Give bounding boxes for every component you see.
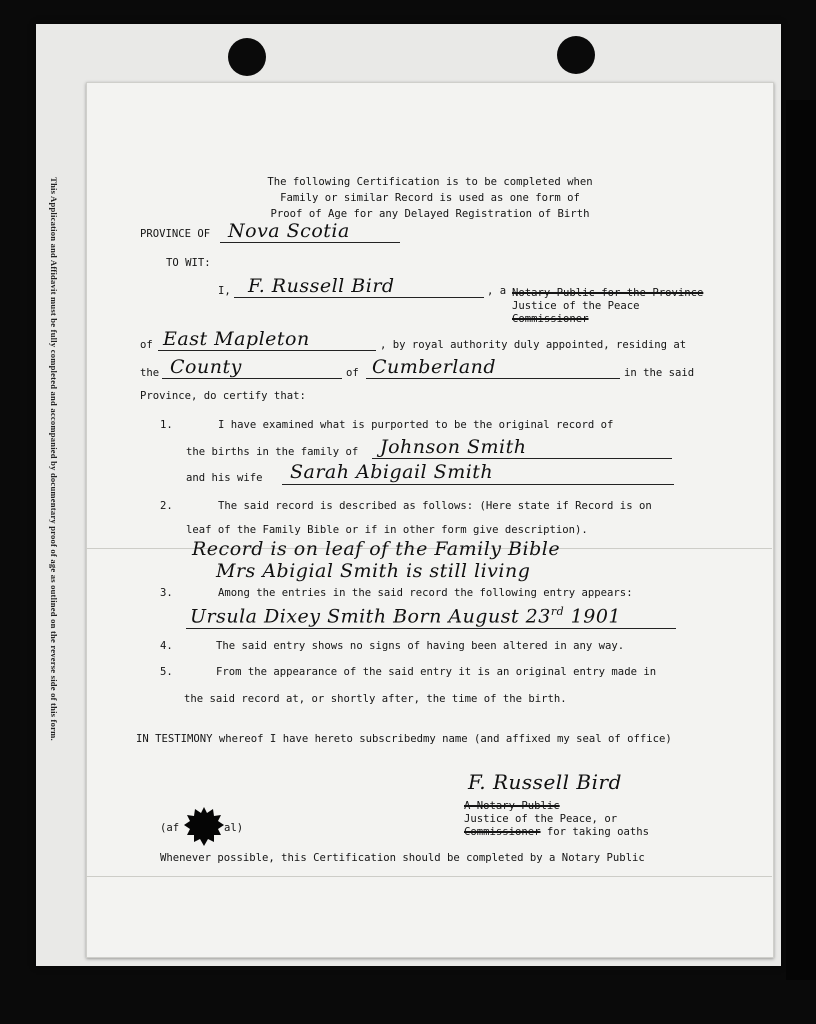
a-label: , a [487,285,507,297]
office-notary: Notary Public for the Province [512,287,704,299]
wife-line [282,484,674,485]
record-description-2: Mrs Abigial Smith is still living [216,560,531,582]
royal-authority-text: , by royal authority duly appointed, residing at [380,339,687,351]
item-5-line-1: From the appearance of the said entry it is an original entry made in [216,666,657,678]
item-5-number: 5. [160,666,173,678]
item-1-line-2: the births in the family of [186,446,359,458]
punch-hole-right [557,36,595,74]
to-wit-label: TO WIT: [166,257,211,269]
province-value: Nova Scotia [228,220,350,242]
footer-note: Whenever possible, this Certification should be completed by a Notary Public [160,852,645,864]
dark-edge [786,100,816,980]
residence-value: East Mapleton [163,328,310,350]
item-5-line-2: the said record at, or shortly after, the time of the birth. [184,693,567,705]
signature-justice-title: Justice of the Peace, or [464,813,618,825]
item-1-number: 1. [160,419,173,431]
item-2-line-1: The said record is described as follows: (Here state if Record is on [218,500,652,512]
header-line-2: Family or similar Record is used as one form of [280,192,580,204]
certify-text: Province, do certify that: [140,390,306,402]
name-line [234,297,484,298]
fold-line-bottom [86,876,772,877]
signature: F. Russell Bird [468,770,622,794]
province-label: PROVINCE OF [140,228,211,240]
county-name-value: Cumberland [372,356,497,378]
punch-hole-left [228,38,266,76]
residence-line [158,350,376,351]
of-label: of [140,339,153,351]
header-line-1: The following Certification is to be completed when [267,176,593,188]
record-description-1: Record is on leaf of the Family Bible [192,538,561,560]
i-label: I, [218,285,231,297]
wife-label: and his wife [186,472,263,484]
birth-entry-value: Ursula Dixey Smith Born August 23rd 1901 [190,605,622,628]
testimony-text: IN TESTIMONY whereof I have hereto subscribedmy name (and affixed my seal of office) [136,733,672,745]
county-value: County [170,356,242,378]
province-line [220,242,400,243]
birth-entry-line [186,628,676,629]
item-4-text: The said entry shows no signs of having been altered in any way. [216,640,625,652]
county-line [162,378,342,379]
notary-seal [183,806,225,848]
signature-commissioner-title: Commissioner for taking oaths [464,826,649,838]
family-name-value: Johnson Smith [380,436,527,458]
item-1-line-1: I have examined what is purported to be the original record of [218,419,614,431]
county-name-line [366,378,620,379]
item-3-line-1: Among the entries in the said record the following entry appears: [218,587,633,599]
of-label-2: of [346,367,359,379]
item-2-line-2: leaf of the Family Bible or if in other form give description). [186,524,588,536]
wife-name-value: Sarah Abigail Smith [290,461,494,483]
header-line-3: Proof of Age for any Delayed Registration of Birth [270,208,590,220]
seal-label-right: al) [224,822,244,834]
appointee-name: F. Russell Bird [248,275,395,297]
item-4-number: 4. [160,640,173,652]
family-line [372,458,672,459]
sidebar-instructions: This Application and Affidavit must be fully completed and accompanied by documentary proof of age as outlined on the reverse side of this form. [49,177,59,741]
signature-notary-title: A Notary Public [464,800,560,812]
item-3-number: 3. [160,587,173,599]
item-2-number: 2. [160,500,173,512]
office-justice: Justice of the Peace [512,300,640,312]
seal-label-left: (af [160,822,180,834]
in-the-said-label: in the said [624,367,695,379]
the-label: the [140,367,160,379]
office-commissioner: Commissioner [512,313,589,325]
